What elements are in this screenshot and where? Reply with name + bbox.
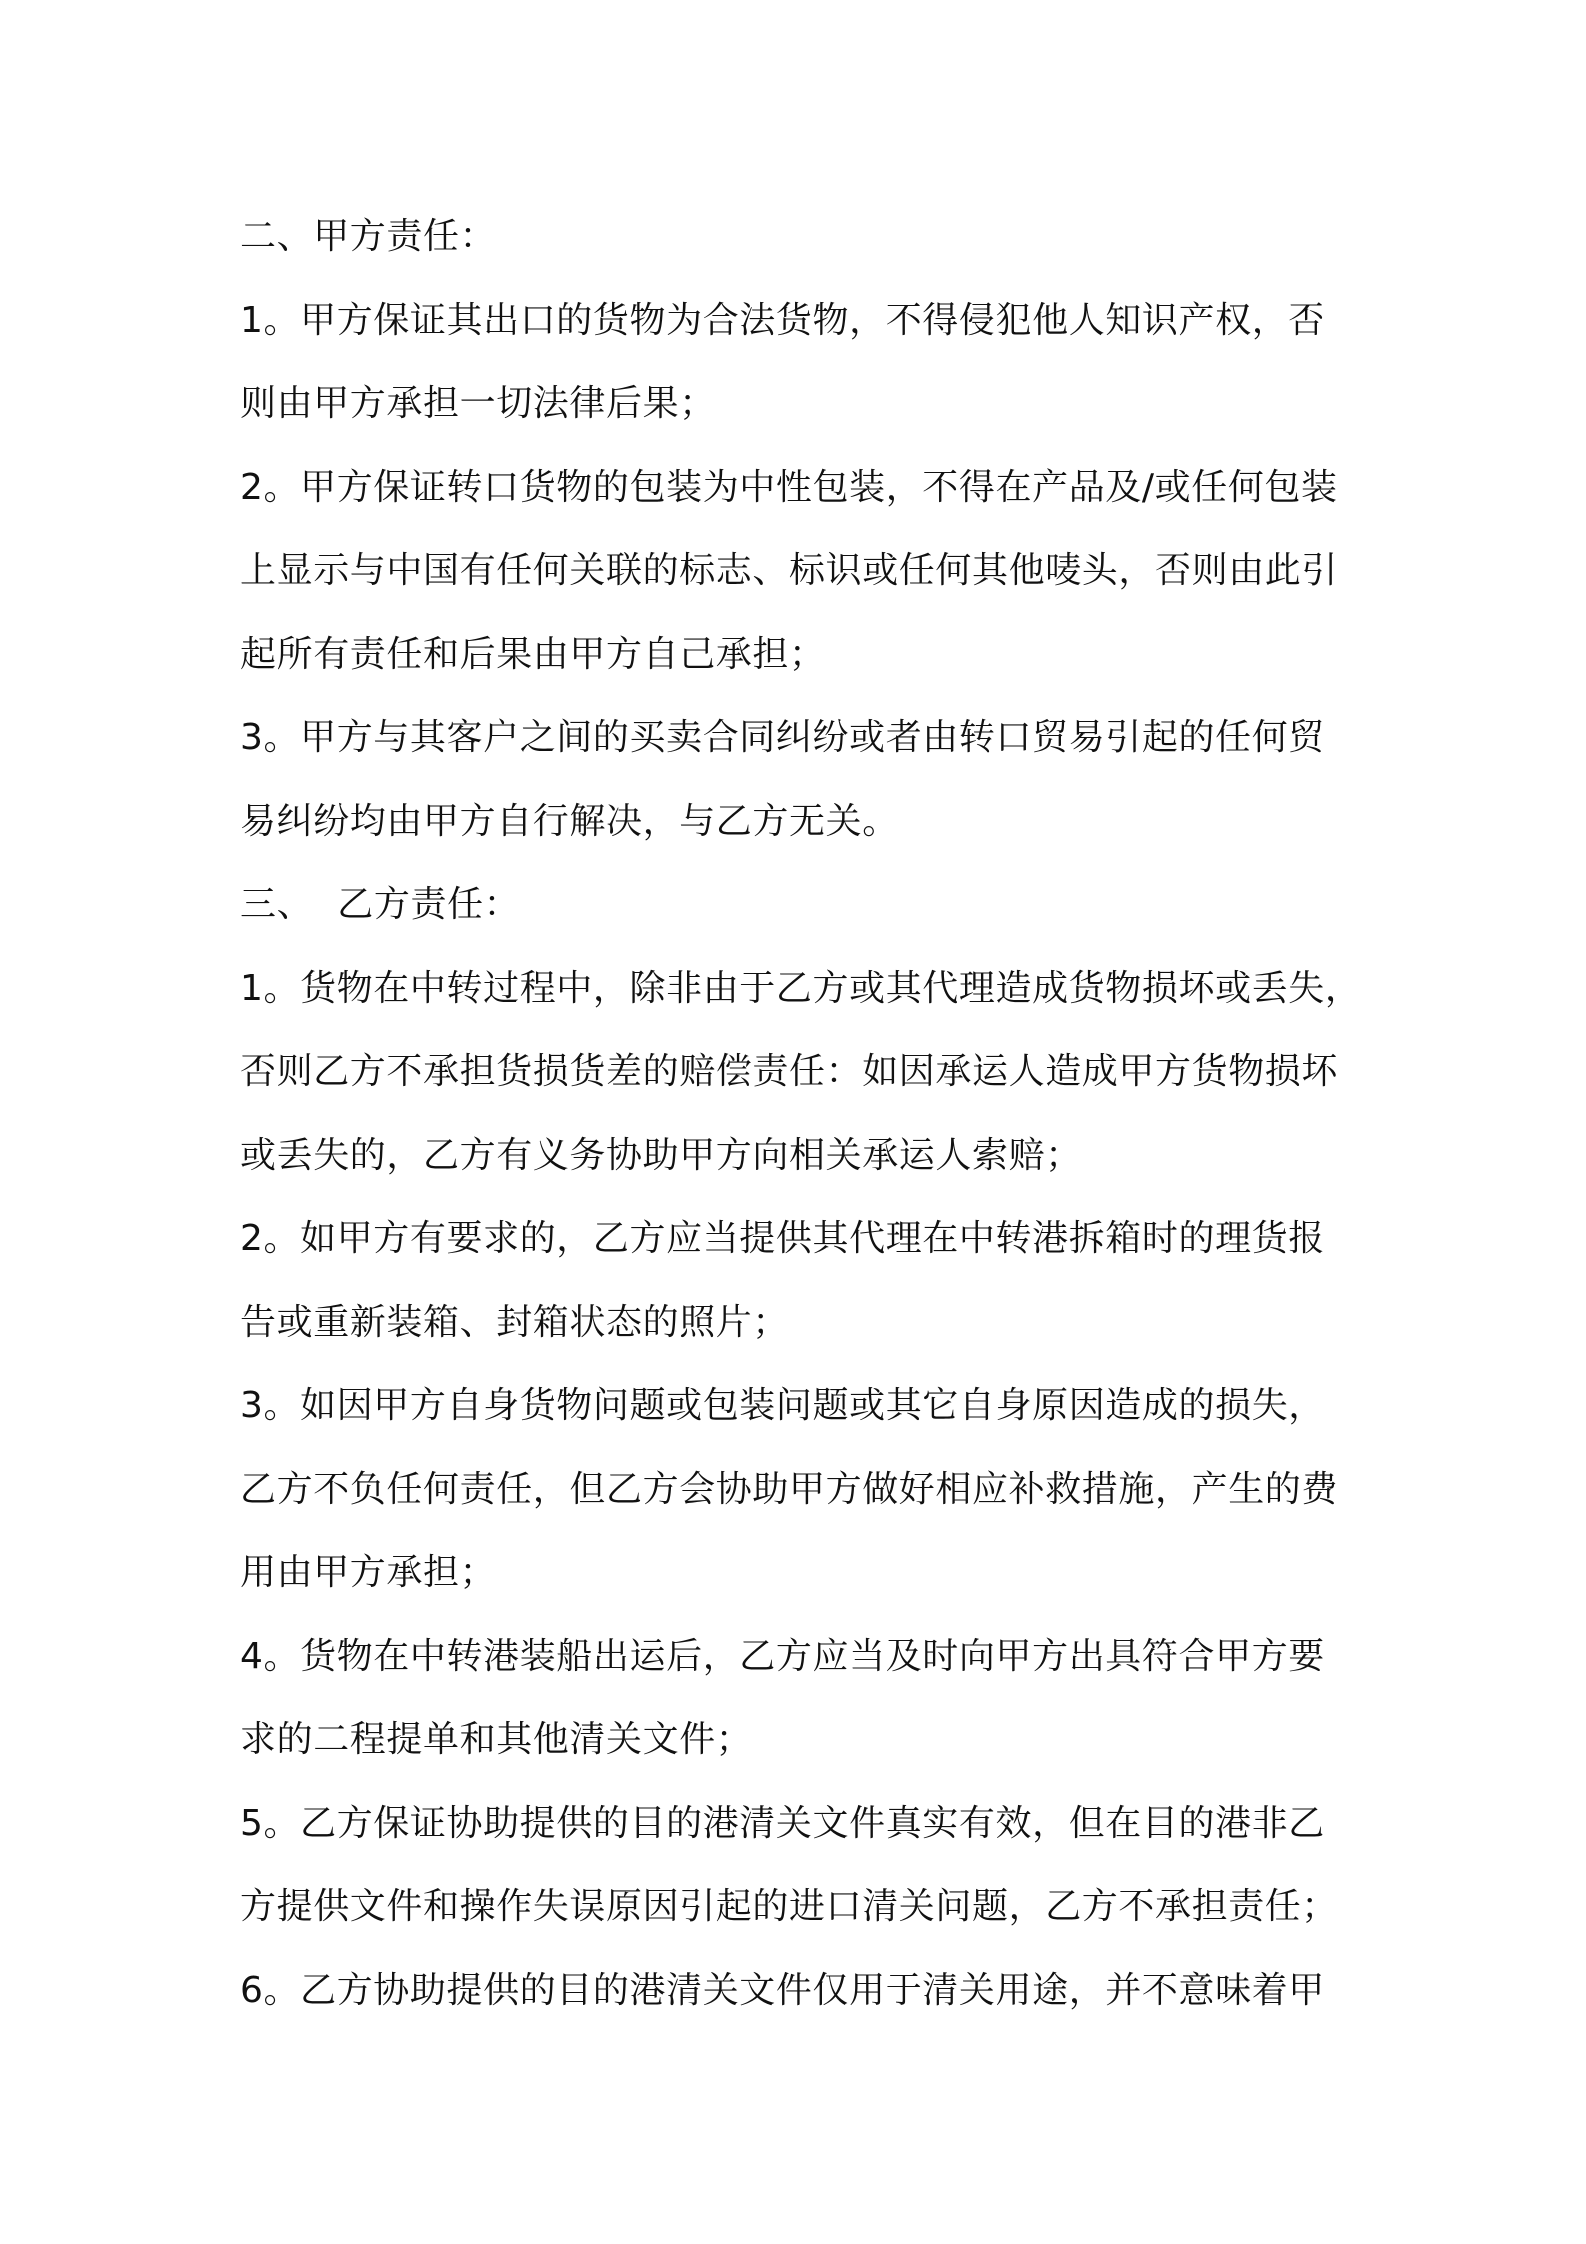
text-line: 求的二程提单和其他清关文件；: [240, 1719, 753, 1760]
text-line: 4。货物在中转港装船出运后，乙方应当及时向甲方出具符合甲方要: [240, 1635, 1325, 1677]
text-line: 告或重新装箱、封箱状态的照片；: [240, 1301, 790, 1343]
text-line: 1。甲方保证其出口的货物为合法货物，不得侵犯他人知识产权，否: [240, 299, 1325, 341]
section-heading-party-b-responsibilities: 三、 乙方责任：: [240, 884, 521, 925]
text-line: 5。乙方保证协助提供的目的港清关文件真实有效，但在目的港非乙: [240, 1802, 1325, 1844]
text-line: 6。乙方协助提供的目的港清关文件仅用于清关用途，并不意味着甲: [240, 1969, 1325, 2011]
text-line: 1。货物在中转过程中，除非由于乙方或其代理造成货物损坏或丢失，: [240, 967, 1362, 1009]
text-line: 上显示与中国有任何关联的标志、标识或任何其他唛头，否则由此引: [240, 550, 1339, 591]
text-line: 2。如甲方有要求的，乙方应当提供其代理在中转港拆箱时的理货报: [240, 1218, 1325, 1259]
text-line: 3。甲方与其客户之间的买卖合同纠纷或者由转口贸易引起的任何贸: [240, 717, 1325, 758]
document-body: [240, 195, 1360, 2032]
text-line: 用由甲方承担；: [240, 1552, 497, 1593]
text-line: 乙方不负任何责任，但乙方会协助甲方做好相应补救措施，产生的费: [240, 1468, 1339, 1510]
text-line: 否则乙方不承担货损货差的赔偿责任：如因承运人造成甲方货物损坏: [240, 1051, 1339, 1092]
text-line: 或丢失的，乙方有义务协助甲方向相关承运人索赔；: [240, 1134, 1082, 1176]
text-line: 2。甲方保证转口货物的包装为中性包装，不得在产品及/或任何包装: [240, 466, 1338, 508]
text-line: 3。如因甲方自身货物问题或包装问题或其它自身原因造成的损失，: [240, 1385, 1325, 1426]
text-line: 易纠纷均由甲方自行解决，与乙方无关。: [240, 800, 899, 842]
section-heading-party-a-responsibilities: 二、甲方责任：: [240, 216, 497, 257]
text-line: 方提供文件和操作失误原因引起的进口清关问题，乙方不承担责任；: [240, 1886, 1339, 1927]
text-line: 起所有责任和后果由甲方自己承担；: [240, 633, 826, 675]
text-line: 则由甲方承担一切法律后果；: [240, 383, 716, 424]
